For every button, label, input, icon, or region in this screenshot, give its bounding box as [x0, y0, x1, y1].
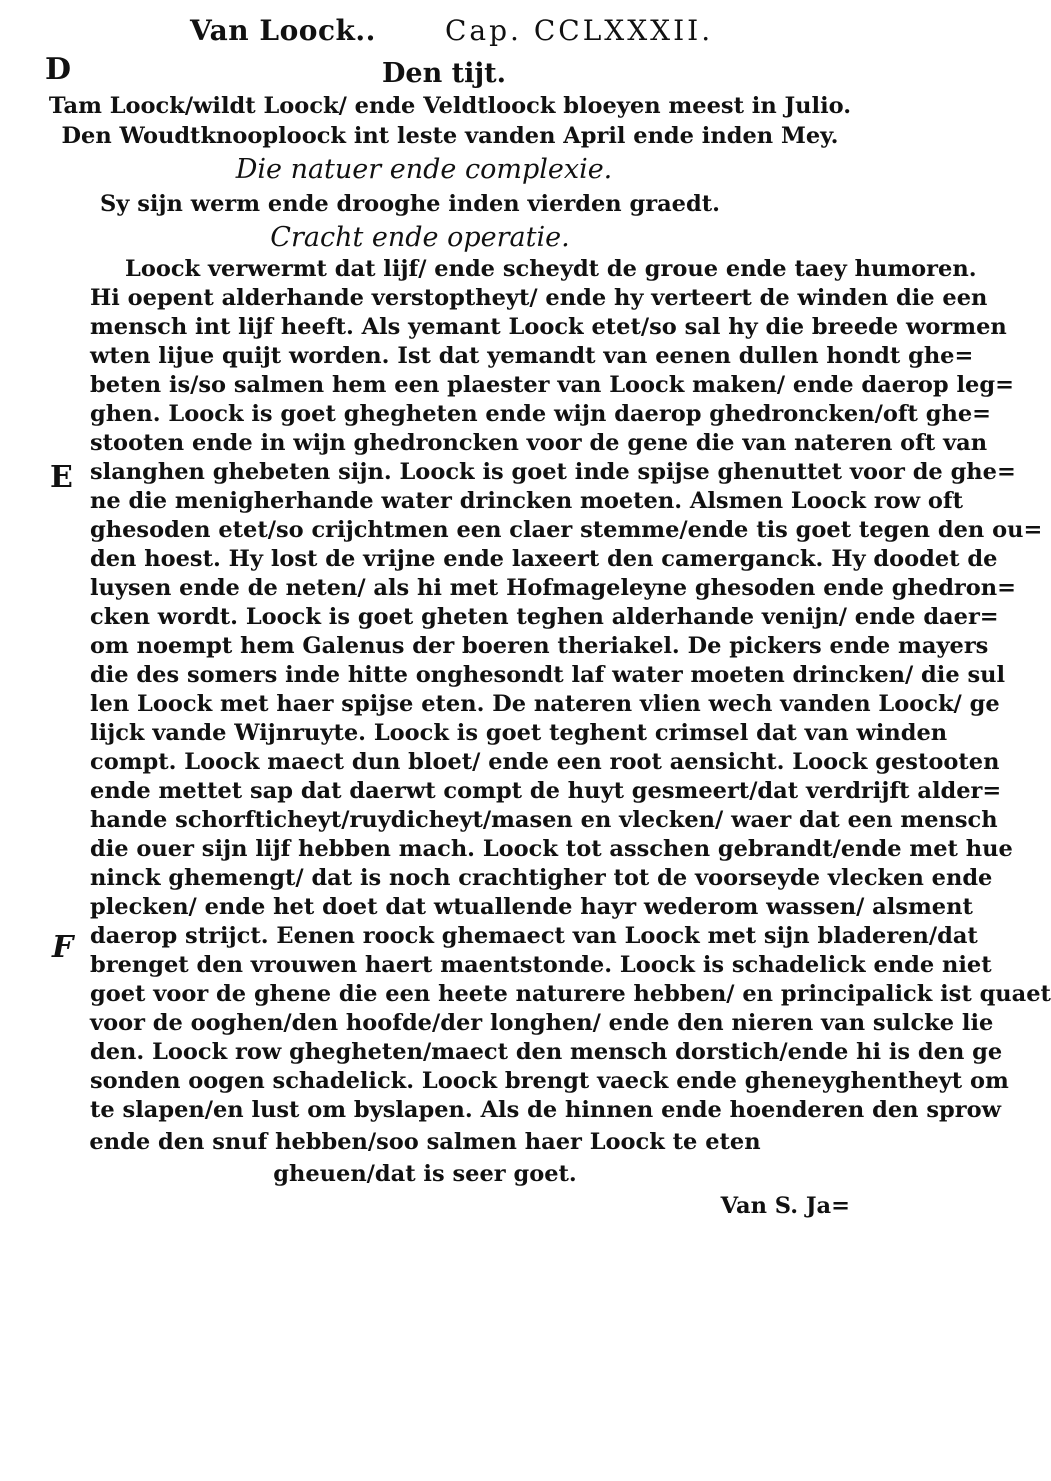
body-line: voor de ooghen/den hoofde/der longhen/ ende den nieren van sulcke lie: [90, 1010, 994, 1036]
natuer-line: Sy sijn werm ende drooghe inden vierden graedt.: [100, 191, 720, 217]
running-head-title: Van Loock..: [190, 14, 376, 47]
body-line: brenget den vrouwen haert maentstonde. Loock is schadelick ende niet: [90, 952, 992, 978]
section-heading-cracht: Cracht ende operatie.: [270, 222, 570, 253]
body-line: compt. Loock maect dun bloet/ ende een root aensicht. Loock gestooten: [90, 749, 1000, 775]
body-line: ninck ghemengt/ dat is noch crachtigher tot de voorseyde vlecken ende: [90, 865, 993, 891]
body-line: te slapen/en lust om byslapen. Als de hinnen ende hoenderen den sprow: [90, 1097, 1001, 1123]
section-heading-natuer: Die natuer ende complexie.: [235, 154, 613, 185]
margin-letter-e: E: [50, 460, 73, 495]
body-line: luysen ende de neten/ als hi met Hofmageleyne ghesoden ende ghedron=: [90, 575, 1017, 601]
body-line: Hi oepent alderhande verstoptheyt/ ende hy verteert de winden die een: [90, 285, 988, 311]
section-heading-tijt: Den tijt.: [382, 58, 506, 89]
body-line: die ouer sijn lijf hebben mach. Loock tot asschen gebrandt/ende met hue: [90, 836, 1013, 862]
body-line: den. Loock row ghegheten/maect den mensch dorstich/ende hi is den ge: [90, 1039, 1003, 1065]
body-line: mensch int lijf heeft. Als yemant Loock etet/so sal hy die breede wormen: [90, 314, 1007, 340]
body-line: slanghen ghebeten sijn. Loock is goet inde spijse ghenuttet voor de ghe=: [90, 459, 1016, 485]
body-line: stooten ende in wijn ghedroncken voor de gene die van nateren oft van: [90, 430, 988, 456]
margin-letter-d: D: [45, 52, 72, 87]
closing-line-1: ende den snuf hebben/soo salmen haer Loock te eten: [89, 1129, 761, 1155]
body-line: den hoest. Hy lost de vrijne ende laxeert den camerganck. Hy doodet de: [90, 546, 998, 572]
tijt-line-2: Den Woudtknooploock int leste vanden April ende inden Mey.: [61, 123, 839, 149]
body-line: len Loock met haer spijse eten. De nateren vlien wech vanden Loock/ ge: [90, 691, 1000, 717]
running-head: [190, 14, 750, 54]
tijt-line-1: Tam Loock/wildt Loock/ ende Veldtloock bloeyen meest in Julio.: [48, 93, 852, 119]
body-line: ne die menigherhande water drincken moeten. Alsmen Loock row oft: [90, 488, 963, 514]
body-line: die des somers inde hitte onghesondt laf water moeten drincken/ die sul: [90, 662, 1006, 688]
closing-line-2: gheuen/dat is seer goet.: [273, 1161, 577, 1187]
body-line: goet voor de ghene die een heete naturere hebben/ en principalick ist quaet: [90, 981, 1051, 1007]
catchword: Van S. Ja=: [720, 1193, 850, 1219]
body-line: sonden oogen schadelick. Loock brengt vaeck ende gheneyghentheyt om: [90, 1068, 1009, 1094]
body-line: beten is/so salmen hem een plaester van Loock maken/ ende daerop leg=: [90, 372, 1014, 398]
body-line: wten lijue quijt worden. Ist dat yemandt van eenen dullen hondt ghe=: [90, 343, 974, 369]
body-line: plecken/ ende het doet dat wtuallende hayr wederom wassen/ alsment: [90, 894, 973, 920]
body-line: lijck vande Wijnruyte. Loock is goet teghent crimsel dat van winden: [90, 720, 948, 746]
running-head-chapter: Cap. CCLXXXII.: [445, 14, 714, 47]
body-line: cken wordt. Loock is goet gheten teghen alderhande venijn/ ende daer=: [90, 604, 999, 630]
body-line: ghesoden etet/so crijchtmen een claer stemme/ende tis goet tegen den ou=: [90, 517, 1043, 543]
body-line: hande schorfticheyt/ruydicheyt/masen en vlecken/ waer dat een mensch: [90, 807, 998, 833]
body-line: daerop strijct. Eenen roock ghemaect van Loock met sijn bladeren/dat: [90, 923, 978, 949]
body-line: ghen. Loock is goet ghegheten ende wijn daerop ghedroncken/oft ghe=: [90, 401, 991, 427]
margin-letter-f: F: [52, 930, 74, 965]
body-line: Loock verwermt dat lijf/ ende scheydt de groue ende taey humoren.: [125, 256, 977, 282]
body-line: om noempt hem Galenus der boeren theriakel. De pickers ende mayers: [90, 633, 989, 659]
body-line: ende mettet sap dat daerwt compt de huyt gesmeert/dat verdrijft alder=: [90, 778, 1002, 804]
